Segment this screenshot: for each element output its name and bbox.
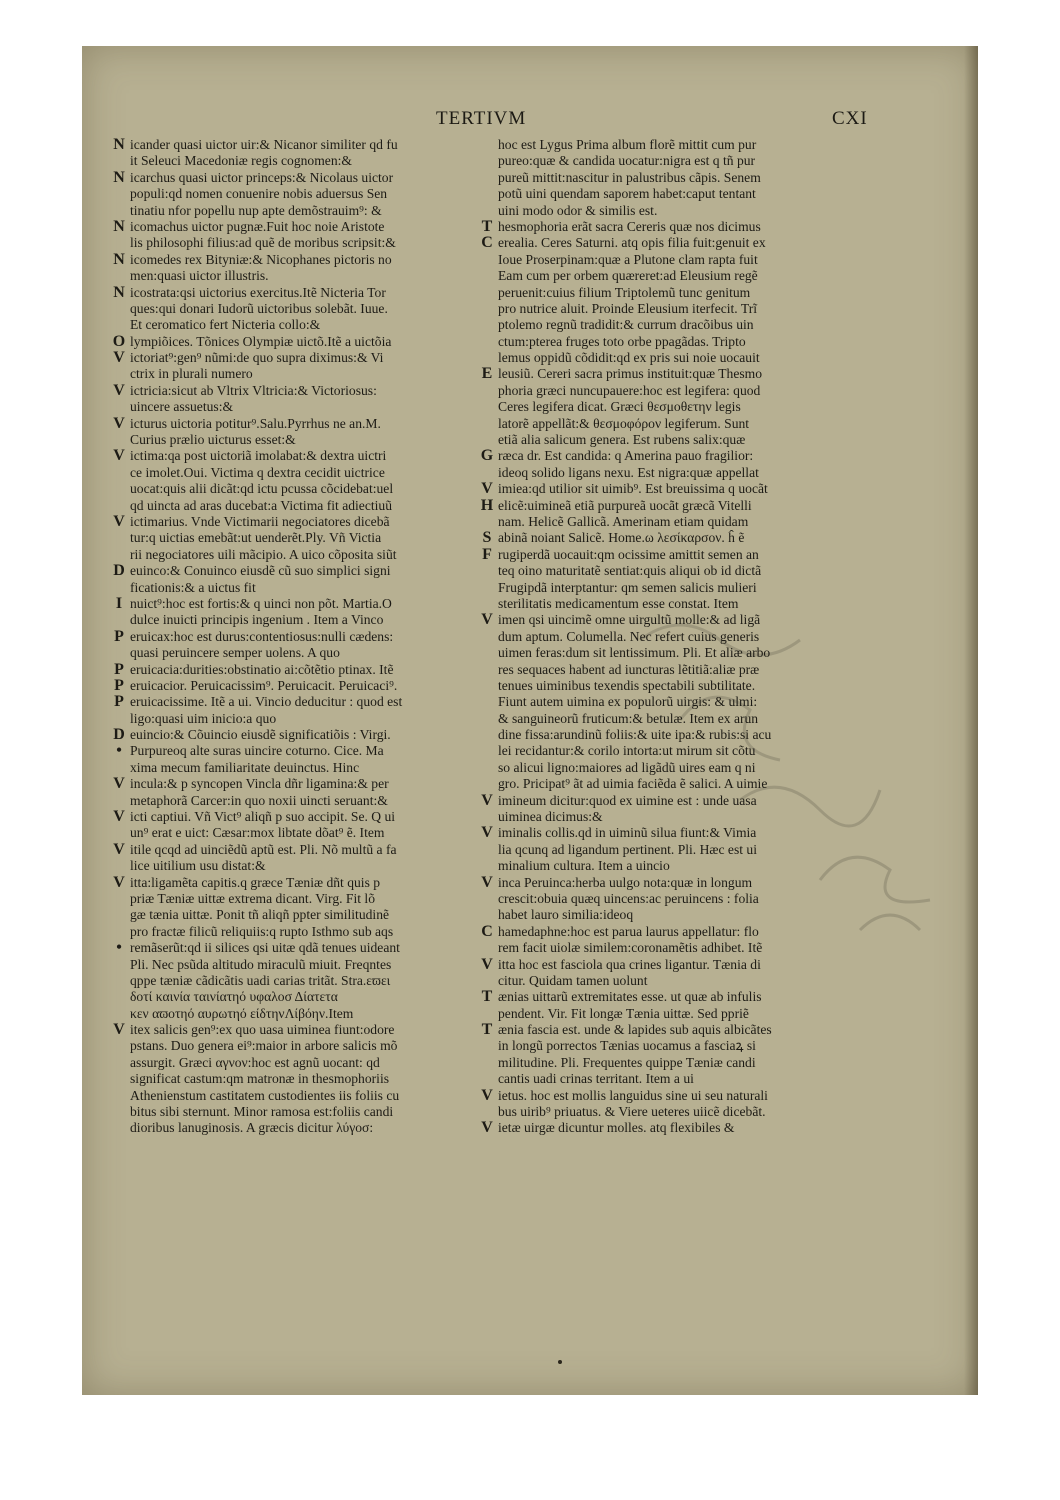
text-line bbox=[110, 1022, 482, 1038]
line-text: minalium cultura. Item a uincio bbox=[498, 858, 670, 874]
line-text: bus uirib⁹ priuatus. & Viere ueteres uiicẽ dicebãt. bbox=[498, 1104, 766, 1120]
text-line bbox=[110, 203, 482, 219]
line-text: ietæ uirgæ dicuntur molles. atq flexibiles & bbox=[498, 1120, 735, 1136]
text-line bbox=[110, 416, 482, 432]
text-line bbox=[110, 465, 482, 481]
initial-letter: T bbox=[481, 218, 493, 235]
initial-letter: V bbox=[113, 1022, 125, 1039]
line-text: dum aptum. Columella. Nec refert cuius generis bbox=[498, 628, 760, 644]
text-line bbox=[110, 350, 482, 366]
text-line bbox=[478, 186, 846, 202]
line-text: leusiũ. Cereri sacra primus instituit:quæ Thesmo bbox=[498, 366, 763, 382]
text-line bbox=[110, 1038, 482, 1054]
text-line bbox=[110, 563, 482, 579]
text-line bbox=[478, 989, 846, 1005]
line-text: tinatiu nfor popellu nup apte demõstrauim⁹: & bbox=[130, 202, 382, 218]
line-text: pro fractæ filicũ reliquiis:q rupto Isthmo sub aqs bbox=[130, 923, 394, 939]
text-line bbox=[110, 137, 482, 153]
text-line bbox=[110, 1071, 482, 1087]
text-line bbox=[110, 973, 482, 989]
line-text: imiea:qd utilior sit uimib⁹. Est breuissima q uocãt bbox=[498, 481, 768, 497]
line-text: gæ tænia uittæ. Ponit tñ aliqñ ppter similitudinẽ bbox=[130, 907, 390, 923]
text-line bbox=[110, 547, 482, 563]
initial-letter: V bbox=[113, 382, 125, 399]
initial-letter: G bbox=[480, 448, 494, 465]
text-line bbox=[478, 137, 846, 153]
line-text: quasi peruincere semper uolens. A quo bbox=[130, 645, 340, 661]
line-text: Curius prælio uicturus esset:& bbox=[130, 432, 296, 448]
text-line bbox=[110, 629, 482, 645]
line-text: lympiõices. Tõnices Olympiæ uictõ.Itẽ a uictõia bbox=[130, 333, 392, 349]
line-text: pendent. Vir. Fit longæ Tænia uittæ. Sed ppriẽ bbox=[498, 1005, 749, 1021]
text-line bbox=[478, 153, 846, 169]
line-text: pureo:quæ & candida uocatur:nigra est q tñ pur bbox=[498, 153, 756, 169]
text-line bbox=[110, 448, 482, 464]
text-line bbox=[110, 334, 482, 350]
line-text: eruicacia:durities:obstinatio ai:cõtẽtio ptinax. Itẽ bbox=[130, 661, 394, 677]
initial-letter: D bbox=[113, 727, 125, 744]
line-text: crescit:obuia quæq uincens:ac peruincens : folia bbox=[498, 890, 759, 906]
text-line bbox=[478, 530, 846, 546]
line-text: imen qsi uincimẽ omne uirgultũ molle:& ad ligã bbox=[498, 612, 761, 628]
text-line bbox=[478, 1120, 846, 1136]
line-text: in longũ porrectos Tænias uocamus a fasciaꝝ si bbox=[498, 1038, 756, 1054]
text-line bbox=[478, 285, 846, 301]
line-text: assurgit. Græci αγνον:hoc est agnũ uocant: qd bbox=[130, 1054, 380, 1070]
text-line bbox=[110, 317, 482, 333]
text-line bbox=[110, 219, 482, 235]
text-line bbox=[478, 235, 846, 251]
initial-letter: C bbox=[481, 923, 493, 940]
line-text: ctrix in plurali numero bbox=[130, 366, 253, 382]
line-text: tenues uiminibus texendis spectabili subtilitate. bbox=[498, 677, 756, 693]
text-line bbox=[478, 514, 846, 530]
line-text: uimen feras:dum sit lentissimum. Pli. Et aliæ arbo bbox=[498, 645, 771, 661]
line-text: Fiunt autem uimina ex populorũ uirgis: & ulmi: bbox=[498, 694, 758, 710]
text-line bbox=[110, 383, 482, 399]
text-line bbox=[478, 203, 846, 219]
line-text: remãserũt:qd ii silices qsi uitæ qdã tenues uideant bbox=[130, 940, 400, 956]
text-line bbox=[110, 366, 482, 382]
line-text: ce imolet.Oui. Victima q dextra cecidit uictrice bbox=[130, 464, 385, 480]
text-line bbox=[110, 907, 482, 923]
line-text: bitus sibi sternunt. Minor ramosa est:foliis candi bbox=[130, 1104, 394, 1120]
text-line bbox=[478, 1055, 846, 1071]
line-text: Ioue Proserpinam:quæ a Plutone clam rapta fuit bbox=[498, 251, 758, 267]
text-line bbox=[110, 285, 482, 301]
line-text: it Seleuci Macedoniæ regis cognomen:& bbox=[130, 153, 352, 169]
initial-letter: V bbox=[481, 874, 493, 891]
line-text: Purpureoq alte suras uincire coturno. Cice. Ma bbox=[130, 743, 384, 759]
line-text: inca Peruinca:herba uulgo nota:quæ in longum bbox=[498, 874, 753, 890]
running-title: TERTIVM bbox=[436, 108, 527, 129]
line-text: pstans. Duo genera ei⁹:maior in arbore salicis mõ bbox=[130, 1038, 398, 1054]
line-text: uiminea dicimus:& bbox=[498, 809, 603, 825]
line-text: imineum dicitur:quod ex uimine est : unde uasa bbox=[498, 792, 757, 808]
text-line bbox=[478, 465, 846, 481]
text-line bbox=[478, 563, 846, 579]
text-line bbox=[110, 530, 482, 546]
text-line bbox=[110, 858, 482, 874]
line-text: icander quasi uictor uir:& Nicanor similiter qd fu bbox=[130, 137, 398, 152]
line-text: ctum:pterea fruges toto orbe ppagãdas. Tripto bbox=[498, 333, 746, 349]
text-line bbox=[478, 317, 846, 333]
line-text: ræca dr. Est candida: q Amerina pauo fragilior: bbox=[498, 448, 754, 464]
text-line bbox=[478, 1038, 846, 1054]
text-line bbox=[110, 481, 482, 497]
line-text: rii negociatores uili mãcipio. A uico cõposita siũt bbox=[130, 546, 397, 562]
library-stamp-watermark bbox=[620, 600, 960, 980]
initial-letter: V bbox=[481, 792, 493, 809]
line-text: Et ceromatico fert Nicteria collo:& bbox=[130, 317, 321, 333]
text-line bbox=[478, 301, 846, 317]
left-text-column bbox=[110, 137, 482, 1137]
line-text: lice uitilium usu distat:& bbox=[130, 858, 266, 874]
line-text: euincio:& Cõuincio eiusdẽ significatiõis : Virgi. bbox=[130, 727, 391, 743]
text-line bbox=[110, 235, 482, 251]
text-line bbox=[478, 1071, 846, 1087]
line-text: rugiperdã uocauit:qm ocissime amittit semen an bbox=[498, 546, 759, 562]
line-text: phoria græci nuncupauere:hoc est legifera: quod bbox=[498, 382, 761, 398]
text-line bbox=[110, 153, 482, 169]
text-line bbox=[110, 1055, 482, 1071]
page-mark-dot bbox=[558, 1360, 562, 1364]
line-text: uincere assuetus:& bbox=[130, 399, 234, 415]
line-text: teq oino maturitatẽ sentiat:quis aliqui ob id dictã bbox=[498, 563, 762, 579]
line-text: nuict⁹:hoc est fortis:& q uinci non põt. Martia.O bbox=[130, 595, 392, 611]
text-line bbox=[110, 612, 482, 628]
initial-letter: P bbox=[114, 677, 124, 694]
line-text: Eam cum per orbem quæreret:ad Eleusium regẽ bbox=[498, 268, 758, 284]
text-line bbox=[110, 252, 482, 268]
initial-letter: E bbox=[481, 366, 493, 383]
text-line bbox=[478, 268, 846, 284]
initial-letter: P bbox=[114, 661, 124, 678]
text-line bbox=[478, 399, 846, 415]
text-line bbox=[110, 301, 482, 317]
text-line bbox=[478, 170, 846, 186]
line-text: lei recidantur:& corilo intorta:ut mirum sit cõtu bbox=[498, 743, 756, 759]
line-text: ænia fascia est. unde & lapides sub aquis albicãtes bbox=[498, 1022, 772, 1038]
text-line bbox=[110, 662, 482, 678]
line-text: κεν αϖοτηό αυρωτηό είδτηνΛίβόην.Item bbox=[130, 1005, 354, 1021]
text-line bbox=[478, 252, 846, 268]
initial-letter: N bbox=[113, 251, 125, 268]
text-line bbox=[478, 1022, 846, 1038]
line-text: dine fissa:arundinũ foliis:& uite ipa:& rubis:si acu bbox=[498, 727, 772, 743]
line-text: qppe tæniæ cãdicãtis uadi carias tritãt. Stra.εϖει bbox=[130, 972, 391, 988]
text-line bbox=[110, 432, 482, 448]
initial-letter: S bbox=[482, 530, 492, 547]
line-text: hoc est Lygus Prima album florẽ mittit cum pur bbox=[498, 137, 757, 152]
text-line bbox=[110, 170, 482, 186]
text-line bbox=[110, 776, 482, 792]
text-line bbox=[110, 694, 482, 710]
line-text: men:quasi uictor illustris. bbox=[130, 268, 269, 284]
line-text: qd uincta ad aras ducebat:a Victima fit adiectiuũ bbox=[130, 497, 393, 513]
line-text: δοτί καινία ταινίατηό υφαλοσ Δίατετα bbox=[130, 989, 338, 1005]
line-text: ænias uittarũ extremitates esse. ut quæ ab infulis bbox=[498, 989, 762, 1005]
line-text: ques:qui donari Iudorũ uictoribus solebãt. Iuue. bbox=[130, 300, 388, 316]
text-line bbox=[110, 989, 482, 1005]
line-text: Athenienstum castitatem custodientes iis foliis cu bbox=[130, 1087, 400, 1103]
folio-number: CXI bbox=[832, 108, 868, 129]
initial-letter: D bbox=[113, 563, 125, 580]
text-line bbox=[110, 580, 482, 596]
line-text: itex salicis gen⁹:ex quo uasa uiminea fiunt:odore bbox=[130, 1022, 395, 1038]
text-line bbox=[110, 399, 482, 415]
initial-letter: V bbox=[113, 776, 125, 793]
line-text: icostrata:qsi uictorius exercitus.Itẽ Nicteria Tor bbox=[130, 284, 386, 300]
initial-letter: T bbox=[481, 1022, 493, 1039]
text-line bbox=[478, 1088, 846, 1104]
line-text: uocat:quis alii dicãt:qd ictu pcussa cõcidebat:uel bbox=[130, 481, 394, 497]
initial-letter: H bbox=[480, 497, 494, 514]
line-text: potũ uini quendam saporem habet:caput tentant bbox=[498, 186, 756, 202]
line-text: lia qcunq ad ligandum pertinent. Pli. Hæc est ui bbox=[498, 841, 757, 857]
text-line bbox=[110, 514, 482, 530]
line-text: metaphorã Carcer:in quo noxii uincti seruant:& bbox=[130, 792, 388, 808]
text-line bbox=[110, 711, 482, 727]
initial-letter: V bbox=[481, 956, 493, 973]
line-text: cantis uadi crinas territant. Item a ui bbox=[498, 1071, 694, 1087]
text-line bbox=[110, 760, 482, 776]
text-line bbox=[110, 645, 482, 661]
initial-letter: T bbox=[481, 989, 493, 1006]
text-line bbox=[478, 219, 846, 235]
line-text: itta hoc est fasciola qua crines ligantur. Tænia di bbox=[498, 956, 761, 972]
text-line bbox=[478, 1006, 846, 1022]
line-text: iminalis collis.qd in uiminũ silua fiunt:& Vimia bbox=[498, 825, 757, 841]
line-text: dulce inuicti principis ingenium . Item a Vinco bbox=[130, 612, 384, 628]
line-text: & sanguineorũ fruticum:& betulæ. Item ex arun bbox=[498, 710, 759, 726]
line-text: un⁹ erat e uict: Cæsar:mox libtate dõat⁹ ẽ. Item bbox=[130, 825, 385, 841]
line-text: significat castum:qm matronæ in thesmophoriis bbox=[130, 1071, 390, 1087]
line-text: icomedes rex Bityniæ:& Nicophanes pictoris no bbox=[130, 251, 392, 267]
text-line bbox=[110, 809, 482, 825]
line-text: eruicacior. Peruicacissim⁹. Peruicacit. Peruicaci⁹. bbox=[130, 677, 398, 693]
line-text: Frugipdã interptantur: qm semen salicis mulieri bbox=[498, 579, 757, 595]
page-edge-shadow bbox=[964, 46, 978, 1395]
text-line bbox=[110, 1104, 482, 1120]
line-text: Pli. Nec psũda altitudo miraculũ miuit. Freqntes bbox=[130, 956, 392, 972]
text-line bbox=[110, 875, 482, 891]
line-text: itta:ligamẽta capitis.q græce Tæniæ dñt quis p bbox=[130, 874, 381, 890]
line-text: populi:qd nomen conuenire nobis aduersus Sen bbox=[130, 186, 388, 202]
initial-letter: V bbox=[113, 415, 125, 432]
line-text: Ceres legifera dicat. Græci θεσμοθετην legis bbox=[498, 399, 741, 415]
line-text: erealia. Ceres Saturni. atq opis filia fuit:genuit ex bbox=[498, 235, 766, 251]
line-text: priæ Tæniæ uittæ extrema dicant. Virg. Fit lõ bbox=[130, 890, 375, 906]
text-line bbox=[478, 432, 846, 448]
text-line bbox=[110, 1006, 482, 1022]
initial-letter: V bbox=[481, 825, 493, 842]
line-text: eruicacissime. Itẽ a ui. Vincio deducitur : quod est bbox=[130, 694, 403, 710]
line-text: icturus uictoria potitur⁹.Salu.Pyrrhus ne an.M. bbox=[130, 415, 381, 431]
text-line bbox=[478, 547, 846, 563]
text-line bbox=[478, 448, 846, 464]
initial-letter: N bbox=[113, 137, 125, 153]
line-text: ictoriat⁹:gen⁹ nũmi:de quo supra diximus:& Vi bbox=[130, 350, 384, 366]
text-line bbox=[110, 891, 482, 907]
line-text: xima mecum familiaritate deuinctus. Hinc bbox=[130, 759, 360, 775]
line-text: ideoq solido ligans nexu. Est nigra:quæ appellat bbox=[498, 464, 759, 480]
line-text: ficationis:& a uictus fit bbox=[130, 579, 256, 595]
initial-letter: V bbox=[113, 809, 125, 826]
text-line bbox=[110, 793, 482, 809]
line-text: so alicui ligno:maiores ad ligãdũ uires eam q ni bbox=[498, 759, 756, 775]
line-text: ptolemo regnũ tradidit:& currum dracõibus uin bbox=[498, 317, 754, 333]
text-line bbox=[478, 416, 846, 432]
line-text: hamedaphne:hoc est parua laurus appellatur: flo bbox=[498, 923, 759, 939]
line-text: latorẽ appellãt:& θεσμοφόρον legiferum. Sunt bbox=[498, 415, 750, 431]
initial-letter: V bbox=[481, 612, 493, 629]
initial-letter: N bbox=[113, 218, 125, 235]
line-text: ligo:quasi uim inicio:a quo bbox=[130, 710, 277, 726]
line-text: dioribus lanuginosis. A græcis dicitur λύγοσ: bbox=[130, 1120, 374, 1136]
text-line bbox=[478, 350, 846, 366]
line-text: euinco:& Conuinco eiusdẽ cũ suo simplici signi bbox=[130, 563, 391, 579]
text-line bbox=[110, 678, 482, 694]
text-line bbox=[110, 1120, 482, 1136]
line-text: res sequaces habent ad iuncturas lẽtitiã:aliæ præ bbox=[498, 661, 760, 677]
initial-letter: P bbox=[114, 694, 124, 711]
initial-letter: P bbox=[114, 628, 124, 645]
initial-letter: • bbox=[116, 940, 122, 957]
initial-letter: V bbox=[113, 874, 125, 891]
line-text: icomachus uictor pugnæ.Fuit hoc noie Aristote bbox=[130, 218, 385, 234]
line-text: eruicax:hoc est durus:contentiosus:nulli cædens: bbox=[130, 628, 394, 644]
line-text: sterilitatis medicamentum esse constat. Item bbox=[498, 595, 739, 611]
text-line bbox=[478, 481, 846, 497]
text-line bbox=[110, 268, 482, 284]
line-text: etiã alia salicum genera. Est rubens salix:quæ bbox=[498, 432, 746, 448]
line-text: elicẽ:uimineã etiã purpureã uocãt græcã Vitelli bbox=[498, 497, 752, 513]
text-line bbox=[478, 366, 846, 382]
line-text: icti captiui. Vñ Vict⁹ aliqñ p suo accipit. Se. Q ui bbox=[130, 809, 396, 825]
text-line bbox=[110, 957, 482, 973]
initial-letter: V bbox=[481, 1120, 493, 1137]
line-text: ictima:qa post uictoriã imolabat:& dextra uictri bbox=[130, 448, 387, 464]
line-text: ietus. hoc est mollis languidus sine ui seu naturali bbox=[498, 1087, 768, 1103]
initial-letter: F bbox=[482, 546, 492, 563]
line-text: abinã noiant Salicẽ. Home.ω λεσίκαρσον. ĥ ẽ bbox=[498, 530, 745, 546]
line-text: habet lauro similia:ideoq bbox=[498, 907, 634, 923]
text-line bbox=[110, 186, 482, 202]
initial-letter: V bbox=[113, 448, 125, 465]
line-text: uini modo odor & similis est. bbox=[498, 202, 658, 218]
text-line bbox=[110, 596, 482, 612]
initial-letter: • bbox=[116, 743, 122, 760]
line-text: pro nutrice aluit. Proinde Eleusium iterfecit. Trĩ bbox=[498, 300, 757, 316]
text-line bbox=[110, 727, 482, 743]
line-text: lemus oppidũ cõdidit:qd ex pris sui noie uocauit bbox=[498, 350, 760, 366]
initial-letter: V bbox=[113, 350, 125, 367]
text-line bbox=[110, 743, 482, 759]
line-text: hesmophoria erãt sacra Cereris quæ nos dicimus bbox=[498, 218, 761, 234]
line-text: icarchus quasi uictor princeps:& Nicolaus uictor bbox=[130, 169, 394, 185]
initial-letter: N bbox=[113, 169, 125, 186]
initial-letter: N bbox=[113, 284, 125, 301]
text-line bbox=[478, 334, 846, 350]
initial-letter: C bbox=[481, 235, 493, 252]
line-text: ictimarius. Vnde Victimarii negociatores dicebã bbox=[130, 513, 390, 529]
text-line bbox=[110, 842, 482, 858]
line-text: ictricia:sicut ab Vltrix Vltricia:& Victoriosus: bbox=[130, 382, 377, 398]
line-text: lis philosophi filius:ad quẽ de moribus scripsit:& bbox=[130, 235, 396, 251]
line-text: itile qcqd ad uinciẽdũ aptũ est. Pli. Nõ multũ a fa bbox=[130, 841, 397, 857]
text-line bbox=[110, 825, 482, 841]
line-text: nam. Helicẽ Gallicã. Amerinam etiam quidam bbox=[498, 513, 749, 529]
initial-letter: V bbox=[113, 841, 125, 858]
line-text: tur:q uictias emebãt:ut uenderẽt.Ply. Vñ Victia bbox=[130, 530, 382, 546]
text-line bbox=[110, 924, 482, 940]
line-text: pureũ mittit:nascitur in palustribus cãpis. Senem bbox=[498, 169, 761, 185]
initial-letter: I bbox=[115, 595, 123, 612]
text-line bbox=[110, 498, 482, 514]
initial-letter: V bbox=[481, 1087, 493, 1104]
line-text: gro. Pricipat⁹ ãt ad uimia faciẽda ẽ salici. A uimie bbox=[498, 776, 768, 792]
text-line bbox=[478, 383, 846, 399]
line-text: incula:& p syncopen Vincla dñr ligamina:& per bbox=[130, 776, 389, 792]
line-text: citur. Quidam tamen uolunt bbox=[498, 972, 648, 988]
initial-letter: V bbox=[113, 513, 125, 530]
line-text: peruenit:cuius filium Triptolemũ tunc genitum bbox=[498, 284, 751, 300]
text-line bbox=[478, 1104, 846, 1120]
line-text: militudine. Pli. Frequentes quippe Tæniæ candi bbox=[498, 1054, 756, 1070]
initial-letter: V bbox=[481, 481, 493, 498]
line-text: rem facit uiolæ similem:coronamẽtis adhibet. Itẽ bbox=[498, 940, 763, 956]
text-line bbox=[110, 940, 482, 956]
text-line bbox=[478, 580, 846, 596]
text-line bbox=[110, 1088, 482, 1104]
initial-letter: O bbox=[112, 333, 126, 350]
text-line bbox=[478, 498, 846, 514]
